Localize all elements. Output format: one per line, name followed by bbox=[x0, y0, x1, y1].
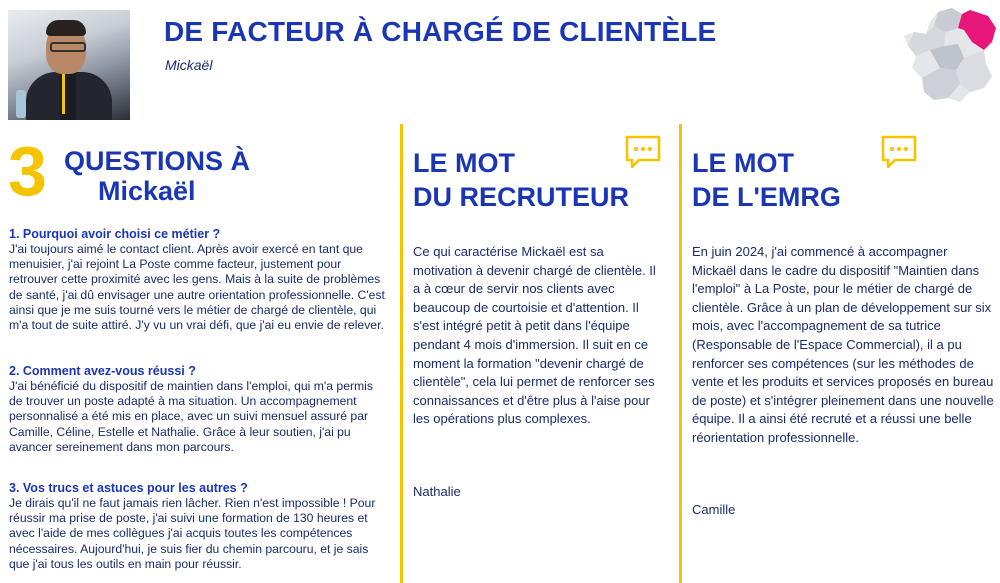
question-heading: 2. Comment avez-vous réussi ? bbox=[9, 364, 196, 378]
question-block-3 bbox=[9, 481, 389, 572]
emrg-title-line2: DE L'EMRG bbox=[692, 182, 841, 212]
emrg-text: En juin 2024, j'ai commencé à accompagner Mickaël dans le cadre du dispositif "Maintien dans l'emploi" à La Poste, pour le métier de chargé de clientèle. Grâce à un plan de développement sur six mois, avec l'accompagnement de sa tutrice (Responsable de l'Espace Commercial), il a pu renforcer ses compétences (sur les méthodes de vente et les produits et services proposés en bureau de poste) et s'intégrer pleinement dans une nouvelle équipe. Il a ainsi été recruté et a réussi une belle réorientation professionnelle. bbox=[692, 244, 994, 445]
questions-title: QUESTIONS À bbox=[64, 146, 251, 176]
recruiter-title-line2: DU RECRUTEUR bbox=[413, 182, 629, 212]
recruiter-title-line1: LE MOT bbox=[413, 148, 515, 178]
page-title: DE FACTEUR À CHARGÉ DE CLIENTÈLE bbox=[164, 16, 717, 47]
recruiter-text: Ce qui caractérise Mickaël est sa motivation à devenir chargé de clientèle. Il a à cœur de servir nos clients avec beaucoup de courtoisie et d'attention. Il s'est intégré petit à petit dans l'équipe pendant 4 mois d'immersion. Il suit en ce moment la formation "devenir chargé de clientèle", cela lui permet de renforcer ses connaissances et d'être plus à l'aise pour les opérations plus complexes. bbox=[413, 244, 656, 427]
page-subtitle: Mickaël bbox=[165, 57, 213, 73]
recruiter-signature: Nathalie bbox=[413, 484, 461, 499]
emrg-signature: Camille bbox=[692, 502, 736, 517]
question-heading: 1. Pourquoi avoir choisi ce métier ? bbox=[9, 227, 221, 241]
question-block-1 bbox=[9, 227, 389, 333]
speech-bubble-icon bbox=[624, 134, 662, 170]
speech-bubble-icon bbox=[880, 134, 918, 170]
question-answer: Je dirais qu'il ne faut jamais rien lâcher. Rien n'est impossible ! Pour réussir ma prise de poste, j'ai suivi une formation de 130 heures et avec l'aide de mes collègues j'ai acquis toutes les compétences nécessaires. Aujourd'hui, je suis fier du chemin parcouru, et je sais que j'ai tous les outils en main pour réussir. bbox=[9, 496, 376, 571]
question-block-2 bbox=[9, 364, 389, 455]
column-divider bbox=[679, 124, 682, 583]
france-map-icon bbox=[900, 6, 1000, 106]
question-heading: 3. Vos trucs et astuces pour les autres ? bbox=[9, 481, 248, 495]
column-divider bbox=[400, 124, 403, 583]
question-answer: J'ai bénéficié du dispositif de maintien dans l'emploi, qui m'a permis de trouver un poste adapté à ma situation. Un accompagnement personnalisé a été mis en place, avec un suivi mensuel assuré par Camille, Céline, Estelle et Nathalie. Grâce à leur soutien, j'ai pu avancer sereinement dans mon parcours. bbox=[9, 379, 373, 454]
questions-number: 3 bbox=[8, 132, 47, 210]
questions-name: Mickaël bbox=[98, 176, 196, 206]
question-answer: J'ai toujours aimé le contact client. Après avoir exercé en tant que menuisier, j'ai rejoint La Poste comme facteur, justement pour retrouver cette proximité avec les gens. Mais à la suite de problèmes de santé, j'ai dû envisager une autre orientation professionnelle. C'est ainsi que je me suis tourné vers le métier de chargé de clientèle, qui m'a tout de suite attiré. J'y vu un vrai défi, que j'ai eu envie de relever. bbox=[9, 242, 385, 333]
portrait-photo bbox=[8, 10, 130, 120]
emrg-title-line1: LE MOT bbox=[692, 148, 794, 178]
